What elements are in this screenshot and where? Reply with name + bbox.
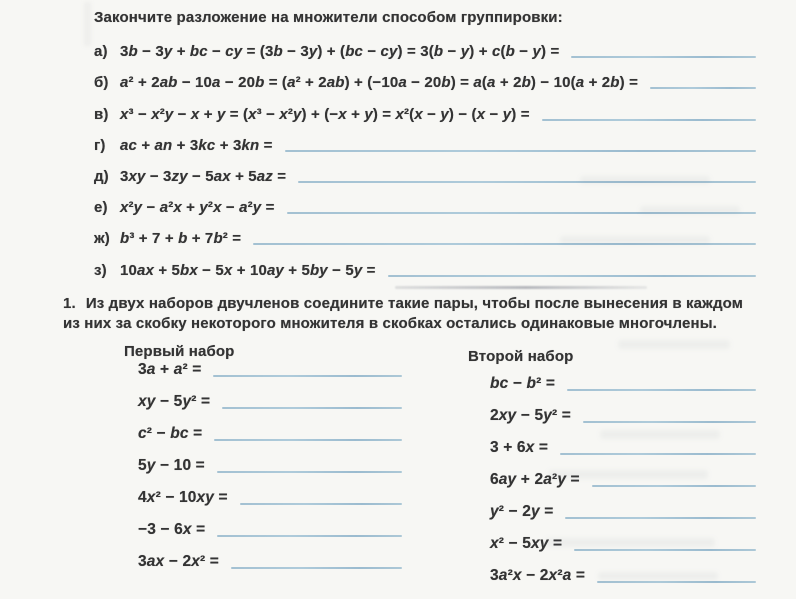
answer-blank bbox=[574, 549, 756, 551]
second-set-column bbox=[490, 365, 758, 589]
pairs-task-instruction bbox=[63, 294, 743, 333]
exercise-row-a bbox=[94, 34, 758, 65]
answer-blank bbox=[567, 389, 756, 391]
answer-blank bbox=[217, 535, 402, 537]
exercise-expression: 3b − 3y + bc − cy = (3b − 3y) + (bc − cy) = 3(b − y) + c(b − y) = bbox=[120, 43, 560, 61]
answer-blank bbox=[214, 439, 402, 441]
pair-item bbox=[138, 415, 404, 447]
exercise-expression: 3xy − 3zy − 5ax + 5az = bbox=[120, 167, 287, 185]
exercise-row-g bbox=[94, 128, 758, 159]
exercise-expression: x³ − x²y − x + y = (x³ − x²y) + (−x + y) = x²(x − y) − (x − y) = bbox=[120, 105, 530, 123]
pair-item bbox=[138, 351, 404, 383]
answer-blank bbox=[583, 421, 756, 423]
exercise-row-zh bbox=[94, 221, 758, 252]
pair-expression: 3a²x − 2x²a = bbox=[490, 567, 586, 584]
task-instruction-text: Из двух наборов двучленов соедините такие пары, чтобы после вынесения в каждом из них за скобку некоторого множителя в скобках остались одинаковые многочлены. bbox=[63, 295, 743, 332]
exercise-label: в) bbox=[94, 105, 109, 123]
answer-blank bbox=[253, 243, 756, 245]
second-set-header: Второй набор bbox=[468, 348, 574, 365]
answer-blank bbox=[542, 119, 756, 121]
answer-blank bbox=[597, 581, 756, 583]
pair-item bbox=[138, 447, 404, 479]
answer-blank bbox=[650, 87, 756, 89]
exercise-expression: 10ax + 5bx − 5x + 10ay + 5by − 5y = bbox=[120, 261, 376, 279]
answer-blank bbox=[231, 567, 402, 569]
exercise-label: ж) bbox=[94, 230, 110, 248]
answer-blank bbox=[222, 407, 402, 409]
pair-item bbox=[490, 493, 758, 525]
pair-expression: c² − bc = bbox=[138, 425, 203, 442]
pair-item bbox=[138, 511, 404, 543]
first-set-header: Первый набор bbox=[124, 343, 235, 360]
exercise-expression: ac + an + 3kc + 3kn = bbox=[120, 136, 273, 154]
answer-blank bbox=[213, 375, 402, 377]
pair-item bbox=[490, 461, 758, 493]
pair-expression: bc − b² = bbox=[490, 375, 556, 392]
exercise-label: е) bbox=[94, 199, 108, 217]
answer-blank bbox=[388, 275, 756, 277]
exercise-label: а) bbox=[94, 43, 108, 61]
pair-item bbox=[490, 429, 758, 461]
pair-expression: y² − 2y = bbox=[490, 503, 554, 520]
answer-blank bbox=[285, 150, 757, 152]
scan-artifact bbox=[84, 2, 91, 46]
pair-item bbox=[138, 383, 404, 415]
pair-expression: x² − 5xy = bbox=[490, 535, 563, 552]
pair-item bbox=[138, 543, 404, 575]
scan-artifact bbox=[618, 340, 730, 349]
task-number: 1. bbox=[63, 295, 76, 312]
answer-blank bbox=[298, 181, 756, 183]
pair-expression: 5y − 10 = bbox=[138, 457, 205, 474]
answer-blank bbox=[217, 471, 402, 473]
pair-item bbox=[138, 479, 404, 511]
exercise-row-z bbox=[94, 252, 758, 283]
first-set-column bbox=[138, 351, 404, 575]
answer-blank bbox=[240, 503, 402, 505]
pair-item bbox=[490, 525, 758, 557]
exercise-label: б) bbox=[94, 74, 109, 92]
exercise-label: з) bbox=[94, 261, 107, 279]
pair-expression: xy − 5y² = bbox=[138, 393, 211, 410]
pair-expression: 2xy − 5y² = bbox=[490, 407, 571, 424]
pair-expression: 3ax − 2x² = bbox=[138, 553, 219, 570]
exercise-label: г) bbox=[94, 136, 106, 154]
answer-blank bbox=[560, 453, 756, 455]
answer-blank bbox=[565, 517, 756, 519]
pair-expression: 3a + a² = bbox=[138, 361, 202, 378]
exercise-expression: a² + 2ab − 10a − 20b = (a² + 2ab) + (−10a − 20b) = a(a + 2b) − 10(a + 2b) = bbox=[120, 74, 638, 92]
answer-blank bbox=[571, 56, 756, 58]
grouping-task-section bbox=[94, 8, 758, 284]
pair-expression: 4x² − 10xy = bbox=[138, 489, 228, 506]
grouping-task-rows bbox=[94, 34, 758, 284]
pair-expression: 3 + 6x = bbox=[490, 439, 549, 456]
pair-item bbox=[490, 557, 758, 589]
answer-blank bbox=[592, 485, 756, 487]
exercise-expression: b³ + 7 + b + 7b² = bbox=[120, 230, 242, 248]
exercise-row-b bbox=[94, 65, 758, 96]
exercise-row-v bbox=[94, 96, 758, 127]
exercise-expression: x²y − a²x + y²x − a²y = bbox=[120, 199, 275, 217]
pair-expression: 6ay + 2a²y = bbox=[490, 471, 580, 488]
exercise-label: д) bbox=[94, 167, 109, 185]
scan-artifact bbox=[395, 286, 647, 289]
exercise-row-d bbox=[94, 159, 758, 190]
pair-item bbox=[490, 397, 758, 429]
grouping-task-title: Закончите разложение на множители способом группировки: bbox=[94, 9, 563, 26]
answer-blank bbox=[287, 212, 757, 214]
pair-expression: −3 − 6x = bbox=[138, 521, 206, 538]
exercise-row-e bbox=[94, 190, 758, 221]
pair-item bbox=[490, 365, 758, 397]
